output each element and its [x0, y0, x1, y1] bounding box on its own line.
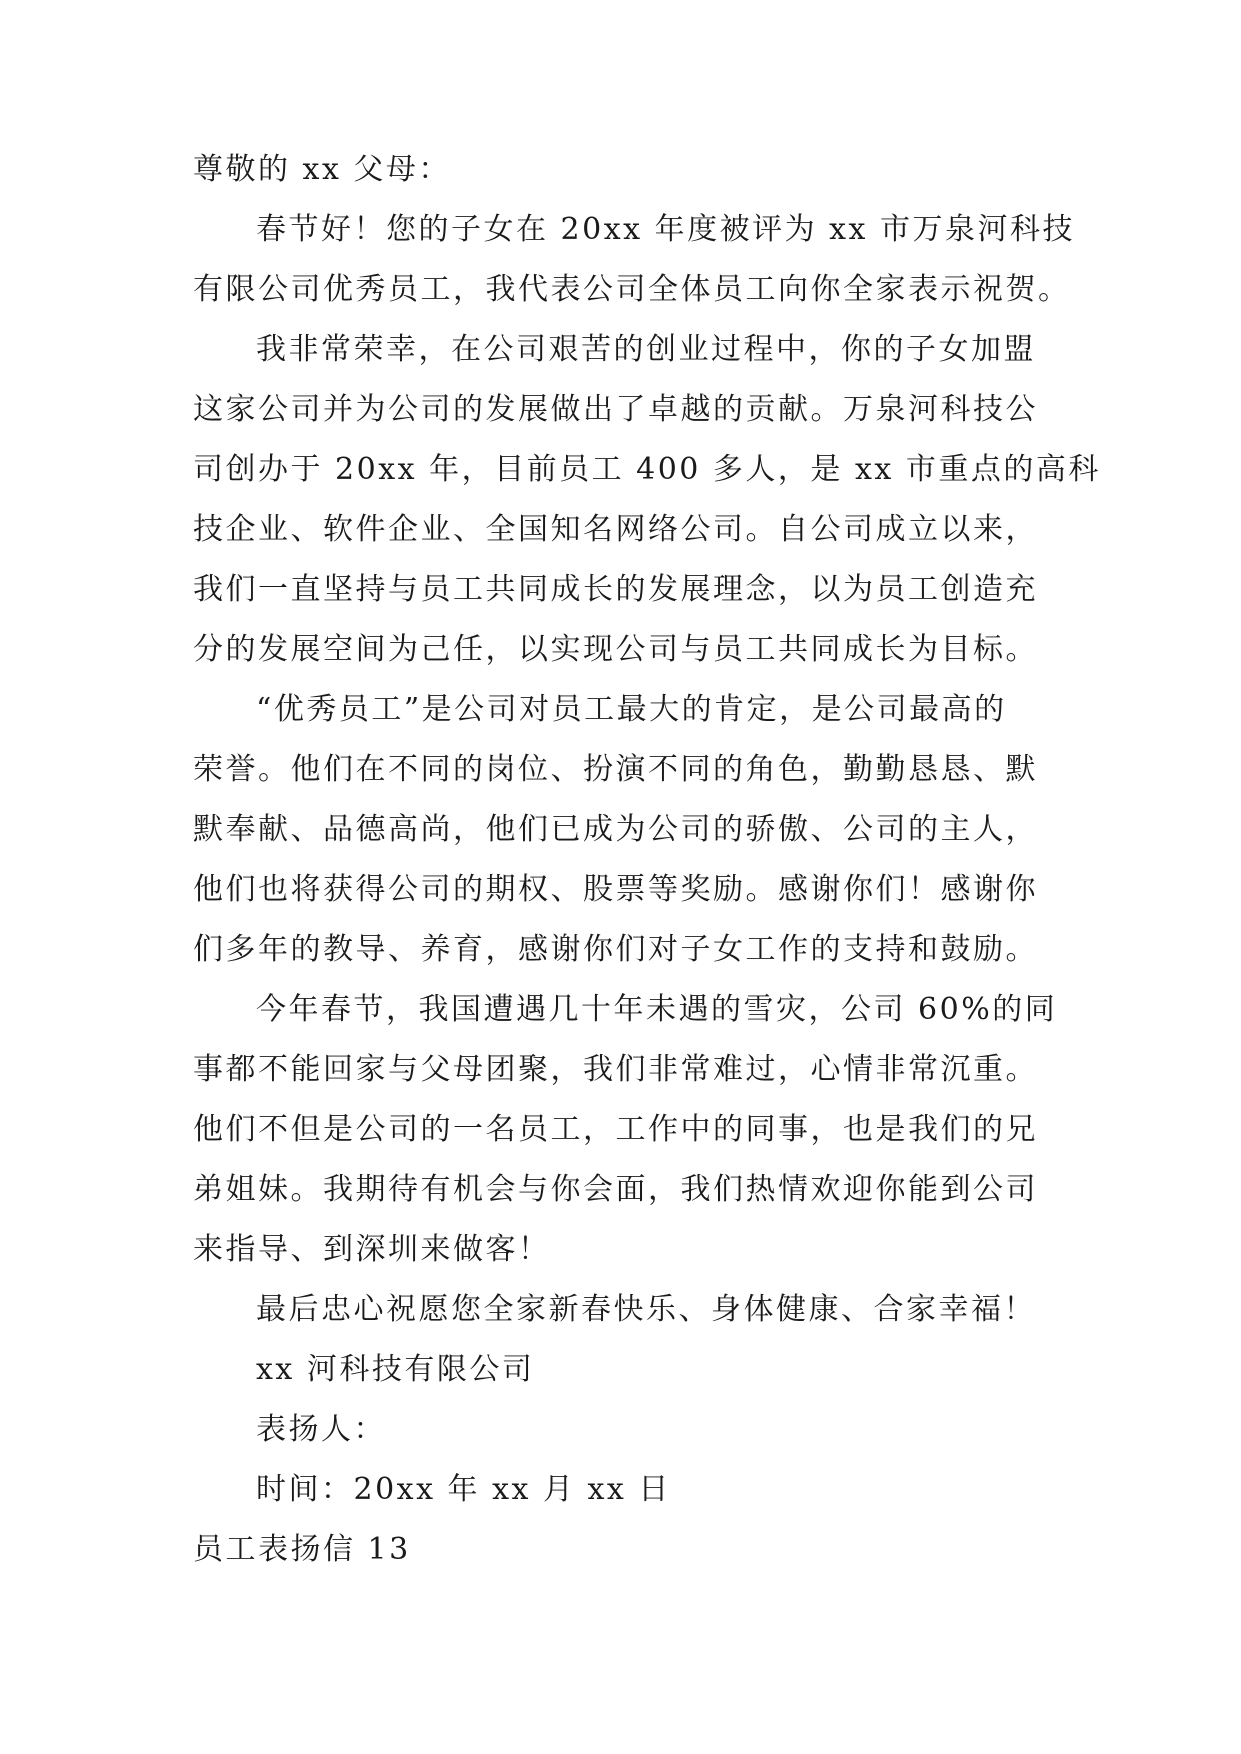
paragraph-1-line-2: 有限公司优秀员工，我代表公司全体员工向你全家表示祝贺。	[193, 272, 1071, 307]
paragraph-4-line-4: 弟姐妹。我期待有机会与你会面，我们热情欢迎你能到公司	[193, 1172, 1038, 1207]
paragraph-2-line-1: 我非常荣幸，在公司艰苦的创业过程中，你的子女加盟	[256, 332, 1036, 367]
paragraph-3-line-1: “优秀员工”是公司对员工最大的肯定，是公司最高的	[256, 692, 1007, 727]
closing-wishes: 最后忠心祝愿您全家新春快乐、身体健康、合家幸福！	[256, 1292, 1036, 1327]
paragraph-3-line-5: 们多年的教导、养育，感谢你们对子女工作的支持和鼓励。	[193, 932, 1038, 967]
paragraph-4-line-3: 他们不但是公司的一名员工，工作中的同事，也是我们的兄	[193, 1112, 1038, 1147]
paragraph-4-line-2: 事都不能回家与父母团聚，我们非常难过，心情非常沉重。	[193, 1052, 1038, 1087]
paragraph-2-line-6: 分的发展空间为己任，以实现公司与员工共同成长为目标。	[193, 632, 1038, 667]
paragraph-3-line-2: 荣誉。他们在不同的岗位、扮演不同的角色，勤勤恳恳、默	[193, 752, 1038, 787]
paragraph-2-line-2: 这家公司并为公司的发展做出了卓越的贡献。万泉河科技公	[193, 392, 1038, 427]
company-signature: xx 河科技有限公司	[256, 1352, 535, 1387]
paragraph-2-line-5: 我们一直坚持与员工共同成长的发展理念，以为员工创造充	[193, 572, 1038, 607]
paragraph-4-line-1: 今年春节，我国遭遇几十年未遇的雪灾，公司 60%的同	[256, 992, 1058, 1027]
commender-label: 表扬人：	[256, 1412, 386, 1447]
paragraph-2-line-4: 技企业、软件企业、全国知名网络公司。自公司成立以来，	[193, 512, 1038, 547]
paragraph-4-line-5: 来指导、到深圳来做客！	[193, 1232, 551, 1267]
paragraph-3-line-3: 默奉献、品德高尚，他们已成为公司的骄傲、公司的主人，	[193, 812, 1038, 847]
paragraph-3-line-4: 他们也将获得公司的期权、股票等奖励。感谢你们！感谢你	[193, 872, 1038, 907]
salutation: 尊敬的 xx 父母：	[193, 152, 451, 187]
date-line: 时间：20xx 年 xx 月 xx 日	[256, 1472, 671, 1507]
paragraph-1-line-1: 春节好！您的子女在 20xx 年度被评为 xx 市万泉河科技	[256, 212, 1075, 247]
section-heading: 员工表扬信 13	[193, 1532, 411, 1567]
paragraph-2-line-3: 司创办于 20xx 年，目前员工 400 多人，是 xx 市重点的高科	[193, 452, 1101, 487]
